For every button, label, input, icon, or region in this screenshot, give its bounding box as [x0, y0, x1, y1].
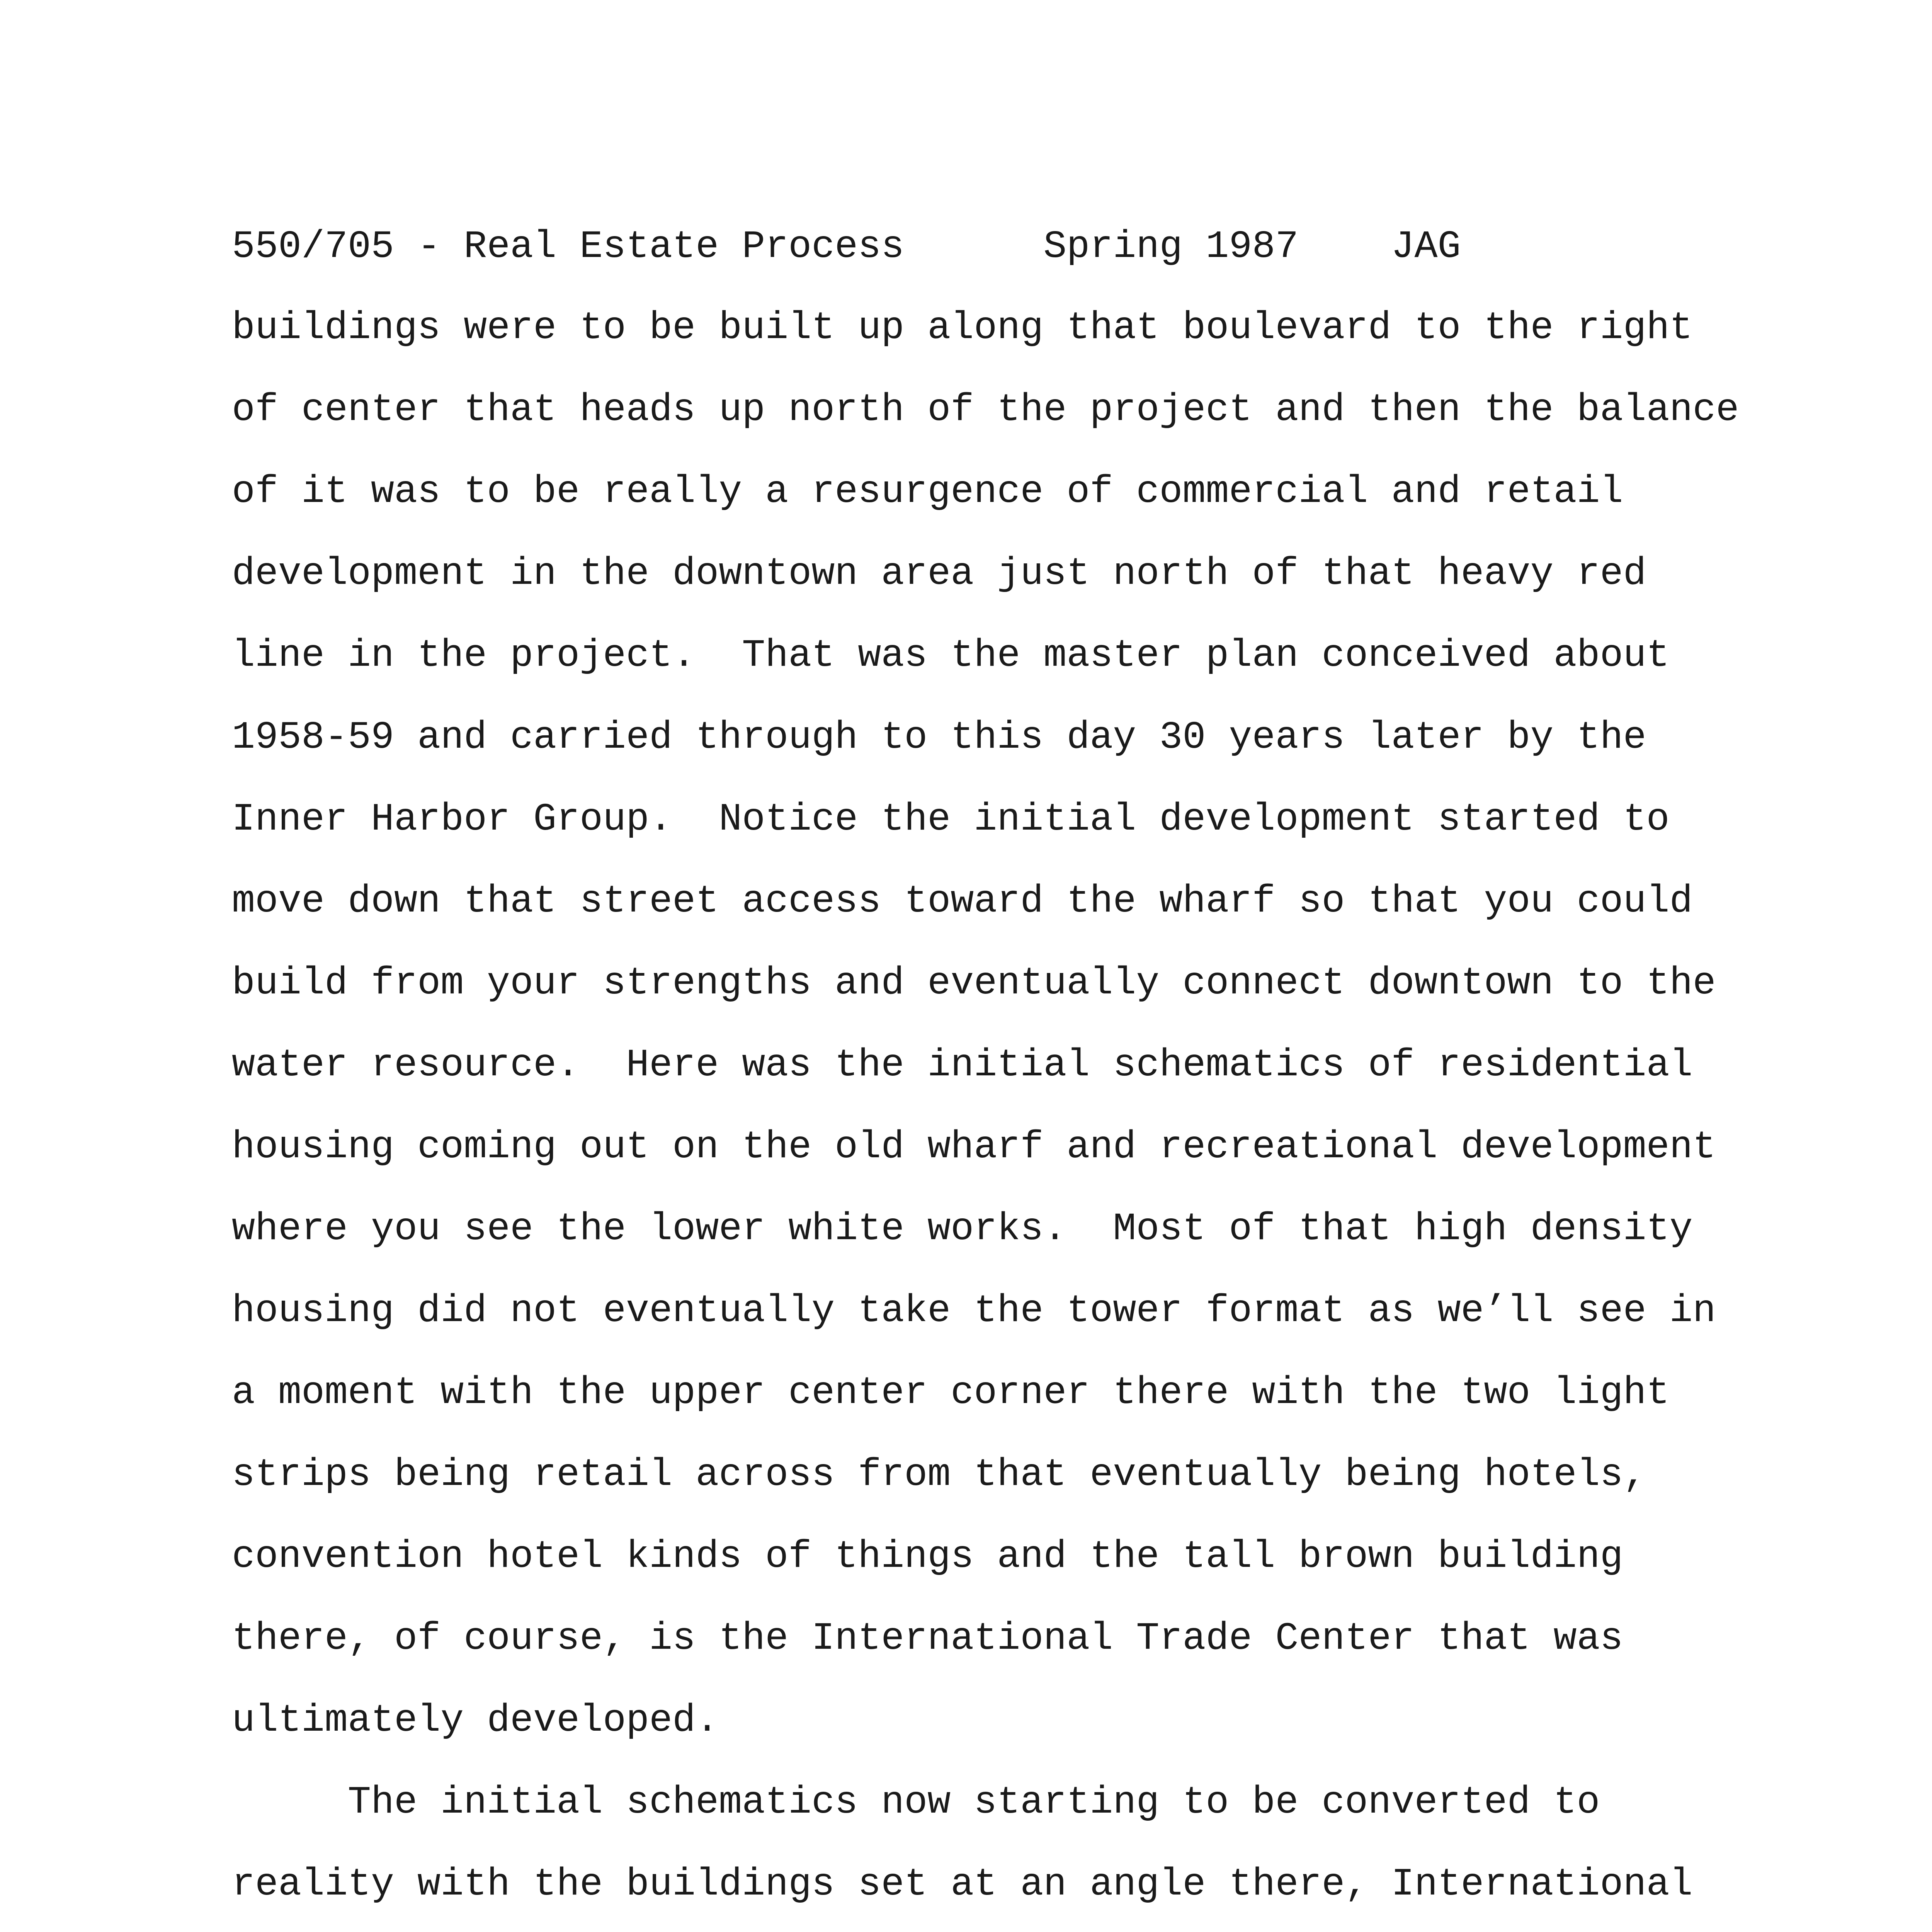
text-line: water resource. Here was the initial schematics of residential [232, 1044, 1693, 1087]
text-line: build from your strengths and eventually connect downtown to the [232, 962, 1716, 1005]
text-line: there, of course, is the International Trade Center that was [232, 1617, 1623, 1661]
text-line: Inner Harbor Group. Notice the initial development started to [232, 798, 1670, 842]
text-line: line in the project. That was the master plan conceived about [232, 634, 1670, 678]
text-line: development in the downtown area just north of that heavy red [232, 552, 1646, 596]
text-line: of it was to be really a resurgence of commercial and retail [232, 470, 1623, 514]
text-line: ultimately developed. [232, 1699, 719, 1743]
text-line: move down that street access toward the wharf so that you could [232, 880, 1693, 923]
text-line: 1958-59 and carried through to this day 30 years later by the [232, 716, 1646, 760]
text-line: buildings were to be built up along that boulevard to the right [232, 306, 1693, 350]
text-line: of center that heads up north of the project and then the balance [232, 388, 1739, 432]
text-line: reality with the buildings set at an angle there, International [232, 1863, 1693, 1906]
text-line: strips being retail across from that eventually being hotels, [232, 1453, 1646, 1497]
text-line: housing did not eventually take the tower format as we’ll see in [232, 1289, 1716, 1333]
paragraph-first-line: The initial schematics now starting to be converted to [348, 1781, 1600, 1825]
text-line: housing coming out on the old wharf and recreational development [232, 1126, 1716, 1169]
text-line: where you see the lower white works. Most of that high density [232, 1208, 1693, 1251]
text-line: a moment with the upper center corner there with the two light [232, 1371, 1670, 1415]
transcript-body [232, 306, 1932, 1932]
page-header: 550/705 - Real Estate Process Spring 1987 JAG [232, 225, 1461, 269]
text-line: convention hotel kinds of things and the tall brown building [232, 1535, 1623, 1579]
